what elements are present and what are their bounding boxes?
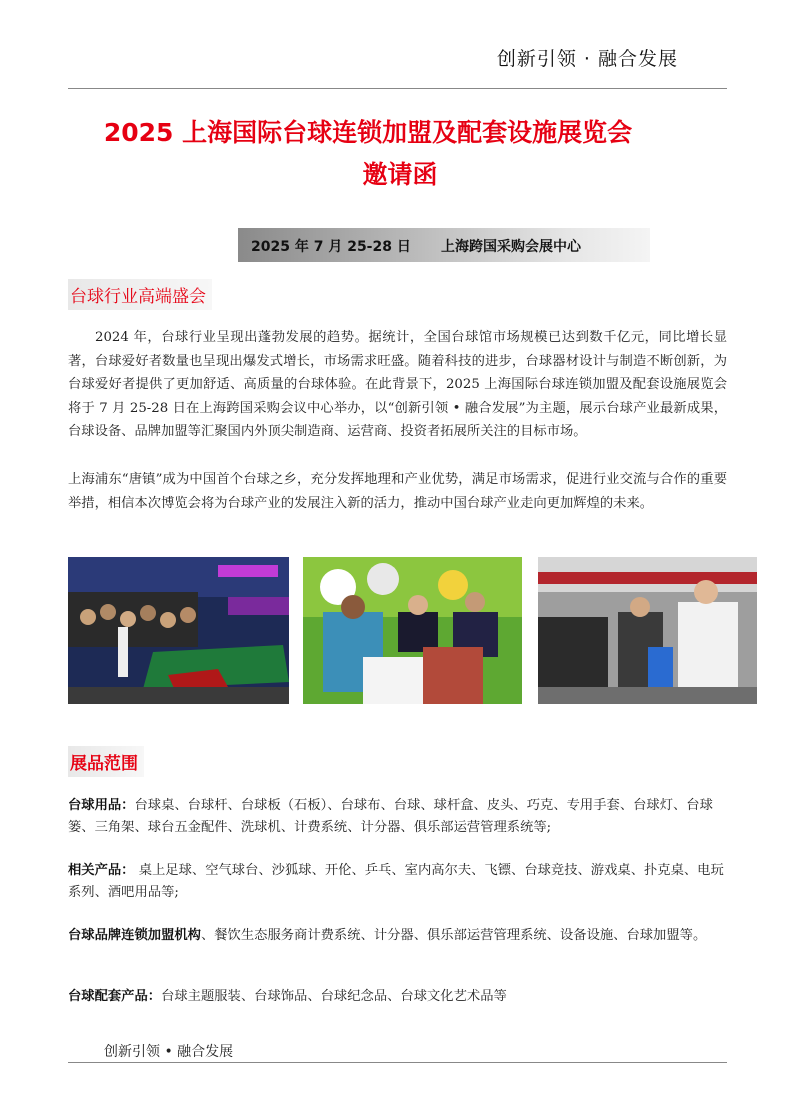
tangzhen-paragraph: 上海浦东“唐镇”成为中国首个台球之乡，充分发挥地理和产业优势，满足市场需求，促进行业交流与合作的重要举措，相信本次博览会将为台球产业的发展注入新的活力，推动中国台球产业走向更加辉煌的未来。	[68, 472, 727, 511]
event-venue: 上海跨国采购会展中心	[441, 239, 581, 255]
photo-booth-visitors	[538, 557, 757, 704]
page-title: 2025 上海国际台球连锁加盟及配套设施展览会	[103, 118, 633, 147]
scope-item-label: 台球配套产品：	[68, 989, 162, 1004]
section-heading-industry: 台球行业高端盛会	[68, 279, 212, 310]
header-divider	[68, 88, 727, 89]
scope-item-text: 台球桌、台球杆、台球板（石板）、台球布、台球、球杆盒、皮头、巧克、专用手套、台球灯、台球篓、三角架、球台五金配件、洗球机、计费系统、计分器、俱乐部运营管理系统等;	[68, 798, 713, 835]
scope-item	[68, 986, 730, 1008]
header-slogan: 创新引领 · 融合发展	[496, 48, 678, 70]
section-heading-scope: 展品范围	[68, 746, 144, 777]
date-venue-band	[238, 228, 650, 262]
footer-divider	[68, 1062, 727, 1063]
scope-item-text: 台球主题服装、台球饰品、台球纪念品、台球文化艺术品等	[161, 989, 507, 1004]
scope-item	[68, 795, 730, 839]
page-subtitle: 邀请函	[362, 160, 438, 189]
scope-item-text: 、餐饮生态服务商计费系统、计分器、俱乐部运营管理系统、设备设施、台球加盟等。	[200, 928, 707, 943]
scope-item	[68, 925, 730, 947]
scope-item	[68, 860, 730, 904]
footer-slogan: 创新引领 • 融合发展	[104, 1044, 234, 1060]
scope-item-text: 桌上足球、空气球台、沙狐球、开伦、乒乓、室内高尔夫、飞镖、台球竞技、游戏桌、扑克桌、电玩系列、酒吧用品等;	[68, 863, 724, 900]
photo-billiards-hall	[68, 557, 289, 704]
event-date: 2025 年 7 月 25-28 日	[251, 239, 411, 255]
scope-item-label: 台球品牌连锁加盟机构	[68, 928, 201, 943]
scope-item-label: 台球用品：	[68, 798, 135, 813]
photo-exhibition-meeting	[303, 557, 522, 704]
scope-item-label: 相关产品：	[68, 863, 135, 878]
intro-paragraph: 2024 年，台球行业呈现出蓬勃发展的趋势。据统计，全国台球馆市场规模已达到数千亿元，同比增长显著，台球爱好者数量也呈现出爆发式增长，市场需求旺盛。随着科技的进步，台球器材设计与制造不断创新，为台球爱好者提供了更加舒适、高质量的台球体验。在此背景下，2025 上海国际台球连锁加盟及配套设施展览会将于 7 月 25-28 日在上海跨国采购会议中心举办，以“创新引领 • 融合发展”为主题，展示台球产业最新成果，台球设备、品牌加盟等汇聚国内外顶尖制造商、运营商、投资者拓展所关注的目标市场。	[68, 330, 727, 439]
